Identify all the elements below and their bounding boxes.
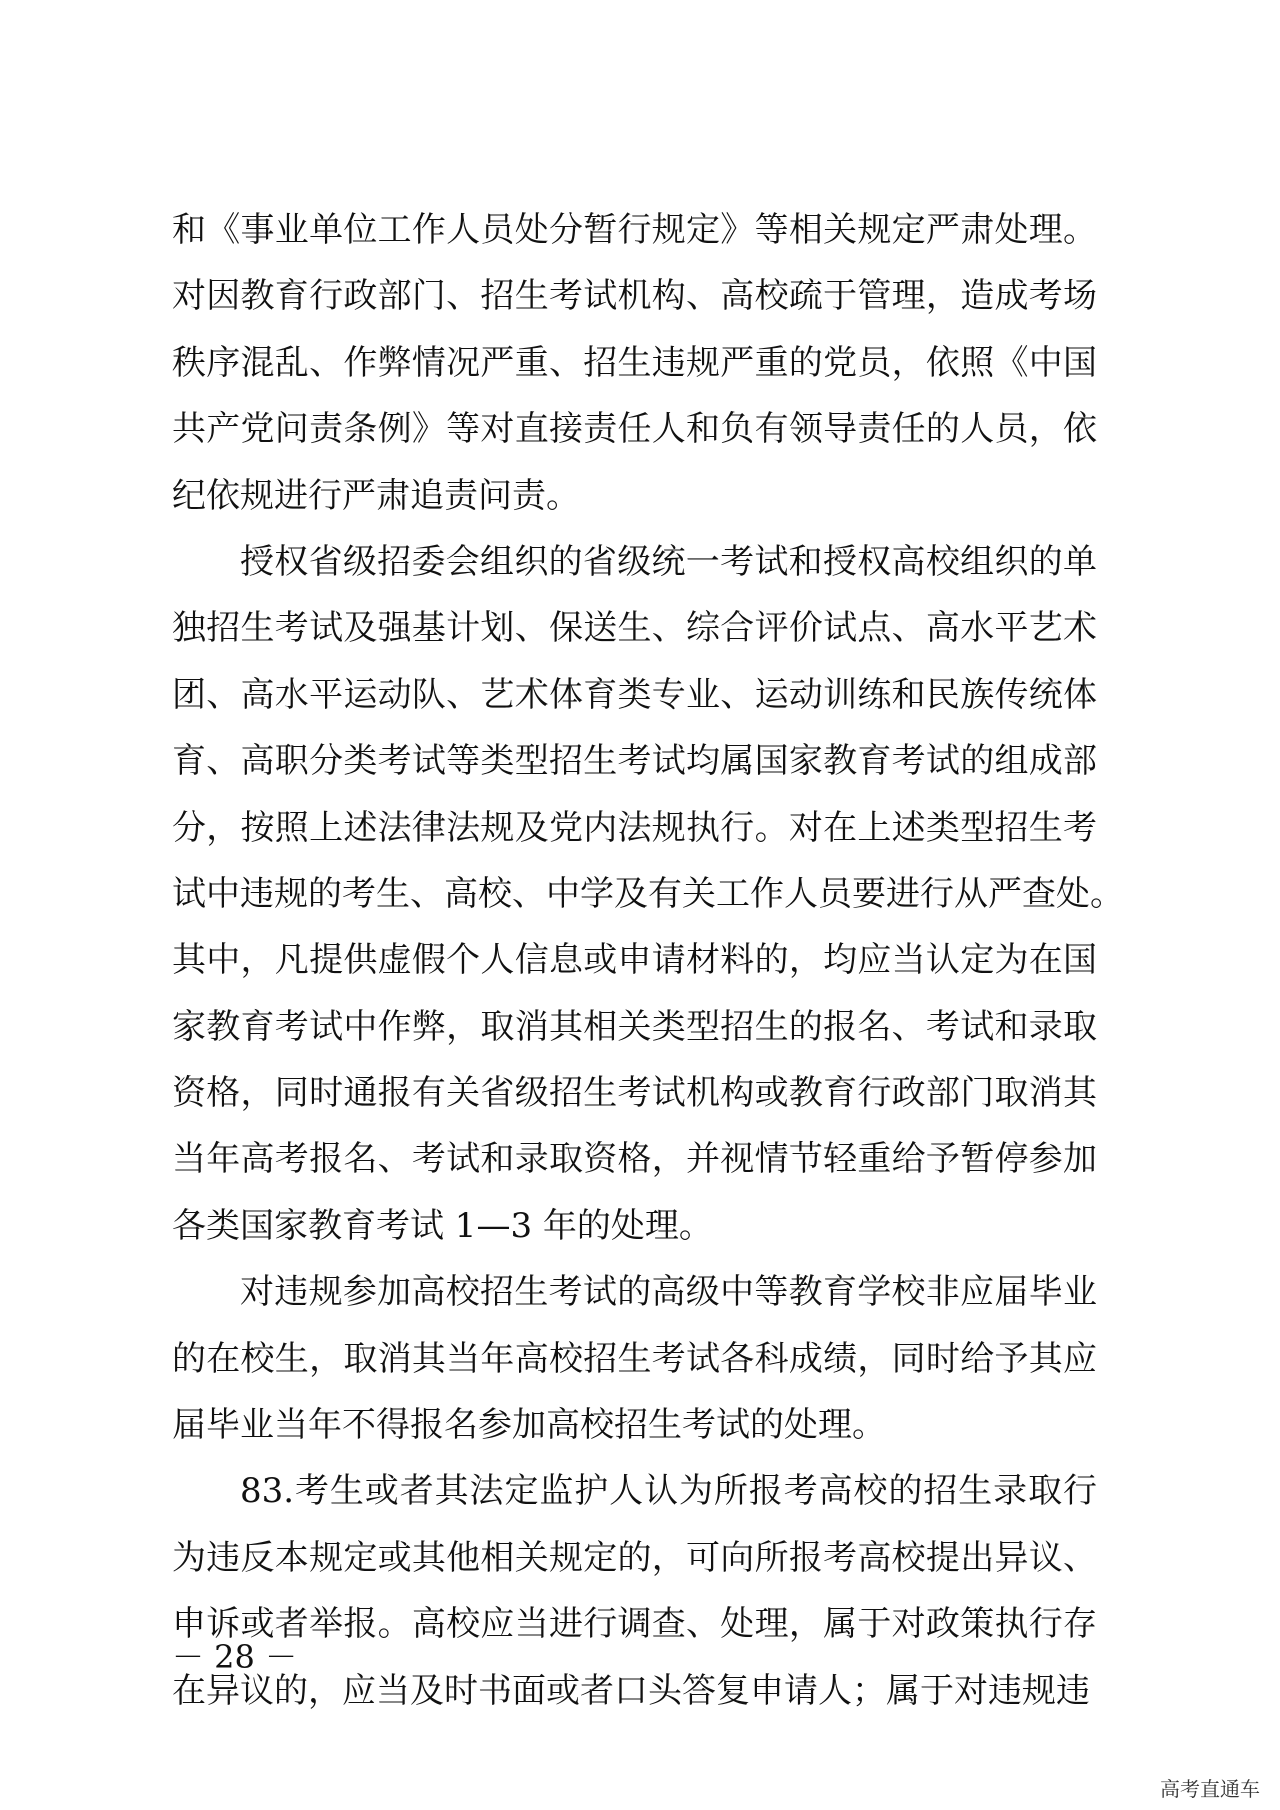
text-line: 资格，同时通报有关省级招生考试机构或教育行政部门取消其 bbox=[172, 1073, 1097, 1114]
text-line: 对因教育行政部门、招生考试机构、高校疏于管理，造成考场 bbox=[172, 276, 1097, 317]
body-text bbox=[172, 205, 1124, 1732]
text-line: 对违规参加高校招生考试的高级中等教育学校非应届毕业 bbox=[240, 1272, 1097, 1313]
text-line: 各类国家教育考试 1—3 年的处理。 bbox=[172, 1205, 713, 1246]
text-line: 试中违规的考生、高校、中学及有关工作人员要进行从严查处。 bbox=[172, 873, 1124, 914]
text-line: 分，按照上述法律法规及党内法规执行。对在上述类型招生考 bbox=[172, 807, 1097, 848]
text-line: 的在校生，取消其当年高校招生考试各科成绩，同时给予其应 bbox=[172, 1338, 1097, 1379]
text-line: 届毕业当年不得报名参加高校招生考试的处理。 bbox=[172, 1405, 886, 1446]
text-line: 申诉或者举报。高校应当进行调查、处理，属于对政策执行存 bbox=[172, 1604, 1097, 1645]
text-line: 育、高职分类考试等类型招生考试均属国家教育考试的组成部 bbox=[172, 741, 1097, 782]
text-line: 83.考生或者其法定监护人认为所报考高校的招生录取行 bbox=[240, 1471, 1097, 1512]
paragraph bbox=[172, 205, 1097, 537]
text-line: 秩序混乱、作弊情况严重、招生违规严重的党员，依照《中国 bbox=[172, 342, 1097, 383]
watermark: 高考直通车 bbox=[1160, 1777, 1260, 1801]
text-line: 在异议的，应当及时书面或者口头答复申请人；属于对违规违 bbox=[172, 1670, 1090, 1711]
paragraph bbox=[172, 1466, 1097, 1732]
text-line: 家教育考试中作弊，取消其相关类型招生的报名、考试和录取 bbox=[172, 1006, 1097, 1047]
text-line: 其中，凡提供虚假个人信息或申请材料的，均应当认定为在国 bbox=[172, 940, 1097, 981]
text-line: 共产党问责条例》等对直接责任人和负有领导责任的人员，依 bbox=[172, 409, 1097, 450]
text-line: 团、高水平运动队、艺术体育类专业、运动训练和民族传统体 bbox=[172, 674, 1097, 715]
paragraph bbox=[172, 537, 1124, 1267]
page-number: － 28 － bbox=[172, 1638, 298, 1676]
text-line: 和《事业单位工作人员处分暂行规定》等相关规定严肃处理。 bbox=[172, 210, 1097, 250]
paragraph bbox=[172, 1267, 1097, 1466]
text-line: 授权省级招委会组织的省级统一考试和授权高校组织的单 bbox=[240, 541, 1097, 582]
text-line: 当年高考报名、考试和录取资格，并视情节轻重给予暂停参加 bbox=[172, 1139, 1097, 1180]
text-line: 纪依规进行严肃追责问责。 bbox=[172, 475, 580, 516]
text-line: 为违反本规定或其他相关规定的，可向所报考高校提出异议、 bbox=[172, 1537, 1097, 1578]
text-line: 独招生考试及强基计划、保送生、综合评价试点、高水平艺术 bbox=[172, 608, 1097, 649]
